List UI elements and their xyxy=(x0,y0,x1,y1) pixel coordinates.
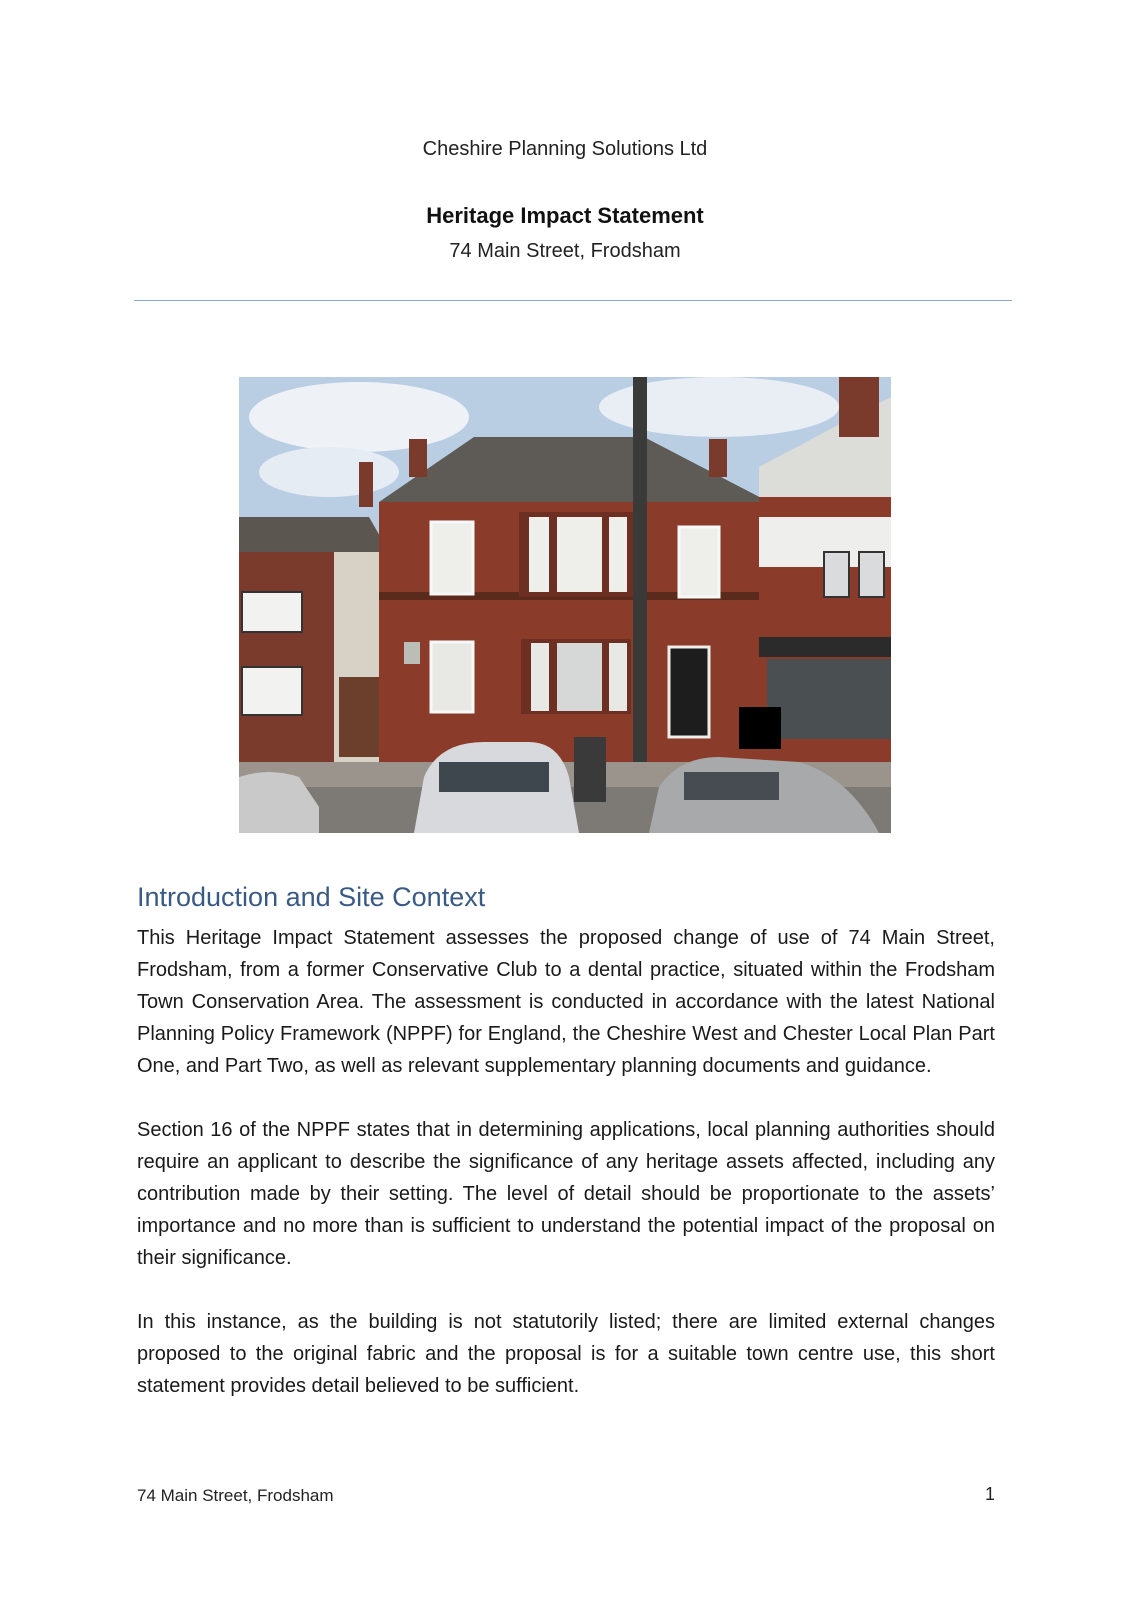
page-number: 1 xyxy=(984,1484,995,1504)
company-name: Cheshire Planning Solutions Ltd xyxy=(422,138,708,160)
paragraph-2: Section 16 of the NPPF states that in determining applications, local planning authorities should require an applicant to describe the significance of any heritage assets affected, including any contribution made by their setting. The level of detail should be proportionate to the assets’ importance and no more than is sufficient to understand the potential impact of the proposal on their significance. xyxy=(137,1119,995,1269)
paragraph-3: In this instance, as the building is not statutorily listed; there are limited external changes proposed to the original fabric and the proposal is for a suitable town centre use, this short statement provides detail believed to be sufficient. xyxy=(137,1311,995,1397)
section-heading: Introduction and Site Context xyxy=(137,882,486,912)
footer-address: 74 Main Street, Frodsham xyxy=(137,1486,334,1505)
paragraph-1: This Heritage Impact Statement assesses the proposed change of use of 74 Main Street, Frodsham, from a former Conservative Club to a dental practice, situated within the Frodsham Town Conservation Area. The assessment is conducted in accordance with the latest National Planning Policy Framework (NPPF) for England, the Cheshire West and Chester Local Plan Part One, and Part Two, as well as relevant supplementary planning documents and guidance. xyxy=(137,927,995,1077)
header-divider xyxy=(134,300,1012,301)
building-photo xyxy=(239,377,891,833)
document-title: Heritage Impact Statement xyxy=(426,203,704,228)
document-address: 74 Main Street, Frodsham xyxy=(449,240,681,262)
